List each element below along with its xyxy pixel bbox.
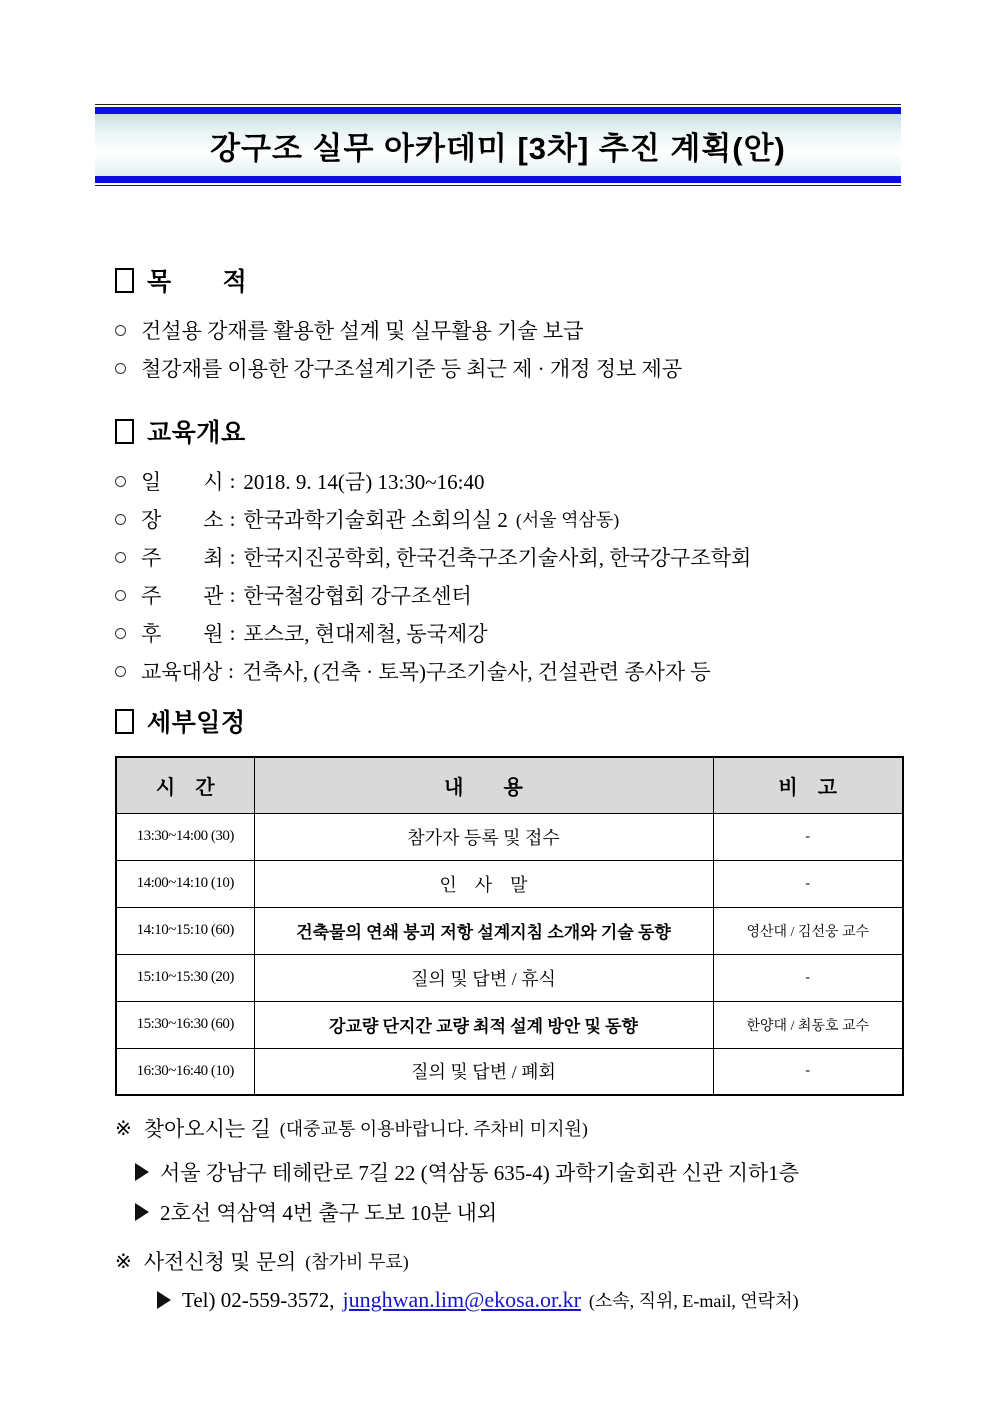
directions-item-text: 서울 강남구 테헤란로 7길 22 (역삼동 635-4) 과학기술회관 신관 지하1층 (160, 1161, 800, 1185)
table-row (116, 860, 903, 907)
list-item (115, 500, 905, 538)
email-link[interactable]: junghwan.lim@ekosa.or.kr (342, 1287, 581, 1312)
table-row (116, 1048, 903, 1095)
overview-item-label: 주 최 (141, 546, 224, 570)
circle-bullet-icon (115, 363, 126, 374)
circle-bullet-icon (115, 628, 126, 639)
cell-time: 14:00~14:10 (10) (116, 860, 254, 907)
label-colon: : (228, 658, 234, 683)
table-row (116, 1001, 903, 1048)
overview-item-value: 한국철강협회 강구조센터 (243, 584, 472, 608)
cell-note: - (713, 1048, 903, 1095)
circle-bullet-icon (115, 514, 126, 525)
overview-item-label: 주 관 (141, 584, 224, 608)
label-colon: : (229, 544, 236, 569)
title-banner (95, 104, 901, 186)
column-header-content: 내 용 (254, 757, 713, 813)
cell-content: 강교량 단지간 교량 최적 설계 방안 및 동향 (254, 1001, 713, 1048)
overview-item-value: 2018. 9. 14(금) 13:30~16:40 (243, 470, 485, 494)
cell-time: 15:30~16:30 (60) (116, 1001, 254, 1048)
schedule-table (115, 756, 904, 1096)
directions-heading (115, 1113, 905, 1143)
contact-heading-label: 사전신청 및 문의 (143, 1250, 297, 1274)
purpose-heading (115, 262, 905, 298)
cell-time: 13:30~14:00 (30) (116, 813, 254, 860)
purpose-list (115, 311, 905, 387)
overview-item-label: 교육대상 (141, 660, 223, 684)
cell-time: 14:10~15:10 (60) (116, 907, 254, 954)
cell-time: 15:10~15:30 (20) (116, 954, 254, 1001)
section-box-icon (115, 709, 134, 734)
label-colon: : (229, 468, 236, 493)
list-item (115, 349, 905, 387)
list-item (135, 1152, 905, 1192)
contact-detail-line (157, 1287, 905, 1313)
purpose-heading-label: 목 적 (147, 268, 248, 296)
overview-item-label: 후 원 (141, 622, 224, 646)
list-item (115, 311, 905, 349)
label-colon: : (229, 582, 236, 607)
directions-heading-note: (대중교통 이용바랍니다. 주차비 미지원) (279, 1119, 588, 1139)
list-item (115, 576, 905, 614)
circle-bullet-icon (115, 476, 126, 487)
cell-content: 건축물의 연쇄 붕괴 저항 설계지침 소개와 기술 동향 (254, 907, 713, 954)
cell-note: - (713, 813, 903, 860)
label-colon: : (229, 506, 236, 531)
cell-note: - (713, 954, 903, 1001)
overview-item-label: 장 소 (141, 508, 224, 532)
cell-content: 질의 및 답변 / 폐회 (254, 1048, 713, 1095)
right-triangle-icon (135, 1163, 149, 1181)
right-triangle-icon (135, 1203, 149, 1221)
label-colon: : (229, 620, 236, 645)
overview-item-note: (서울 역삼동) (515, 510, 620, 530)
table-row (116, 813, 903, 860)
cell-note: 한양대 / 최동호 교수 (713, 1001, 903, 1048)
section-box-icon (115, 419, 134, 444)
document-title: 강구조 실무 아카데미 [3차] 추진 계획(안) (210, 130, 786, 166)
cell-time: 16:30~16:40 (10) (116, 1048, 254, 1095)
list-item (135, 1192, 905, 1232)
cell-content: 질의 및 답변 / 휴식 (254, 954, 713, 1001)
reference-mark-icon: ※ (115, 1117, 132, 1140)
cell-content: 참가자 등록 및 접수 (254, 813, 713, 860)
cell-note: - (713, 860, 903, 907)
overview-item-label: 일 시 (141, 470, 224, 494)
email-note: (소속, 직위, E-mail, 연락처) (588, 1291, 799, 1311)
circle-bullet-icon (115, 666, 126, 677)
purpose-section (115, 262, 905, 387)
purpose-item-text: 철강재를 이용한 강구조설계기준 등 최근 제 · 개정 정보 제공 (141, 357, 683, 381)
overview-item-value: 포스코, 현대제철, 동국제강 (243, 622, 488, 646)
cell-note: 영산대 / 김선웅 교수 (713, 907, 903, 954)
list-item (115, 462, 905, 500)
schedule-heading (115, 703, 905, 739)
reference-mark-icon: ※ (115, 1250, 132, 1273)
right-triangle-icon (157, 1291, 171, 1309)
overview-item-value: 한국과학기술회관 소회의실 2 (243, 508, 508, 532)
overview-heading (115, 413, 905, 449)
table-header-row (116, 757, 903, 813)
directions-section (115, 1113, 905, 1232)
directions-item-text: 2호선 역삼역 4번 출구 도보 10분 내외 (160, 1201, 498, 1225)
schedule-section (115, 703, 905, 1096)
list-item (115, 538, 905, 576)
schedule-heading-label: 세부일정 (147, 709, 246, 737)
cell-content: 인 사 말 (254, 860, 713, 907)
overview-item-value: 한국지진공학회, 한국건축구조기술사회, 한국강구조학회 (243, 546, 752, 570)
table-row (116, 907, 903, 954)
purpose-item-text: 건설용 강재를 활용한 설계 및 실무활용 기술 보급 (141, 319, 584, 343)
overview-section (115, 413, 905, 690)
circle-bullet-icon (115, 552, 126, 563)
column-header-note: 비 고 (713, 757, 903, 813)
list-item (115, 614, 905, 652)
directions-heading-label: 찾아오시는 길 (143, 1117, 271, 1141)
contact-heading-note: (참가비 무료) (305, 1252, 409, 1272)
table-row (116, 954, 903, 1001)
column-header-time: 시 간 (116, 757, 254, 813)
circle-bullet-icon (115, 325, 126, 336)
section-box-icon (115, 268, 134, 293)
contact-section (115, 1246, 905, 1313)
contact-heading (115, 1246, 905, 1276)
circle-bullet-icon (115, 590, 126, 601)
overview-heading-label: 교육개요 (147, 419, 246, 447)
title-banner-inner (95, 107, 901, 183)
overview-item-value: 건축사, (건축 · 토목)구조기술사, 건설관련 종사자 등 (242, 660, 711, 684)
telephone-number: Tel) 02-559-3572, (182, 1287, 335, 1312)
overview-list (115, 462, 905, 690)
directions-list (135, 1152, 905, 1232)
list-item (115, 652, 905, 690)
